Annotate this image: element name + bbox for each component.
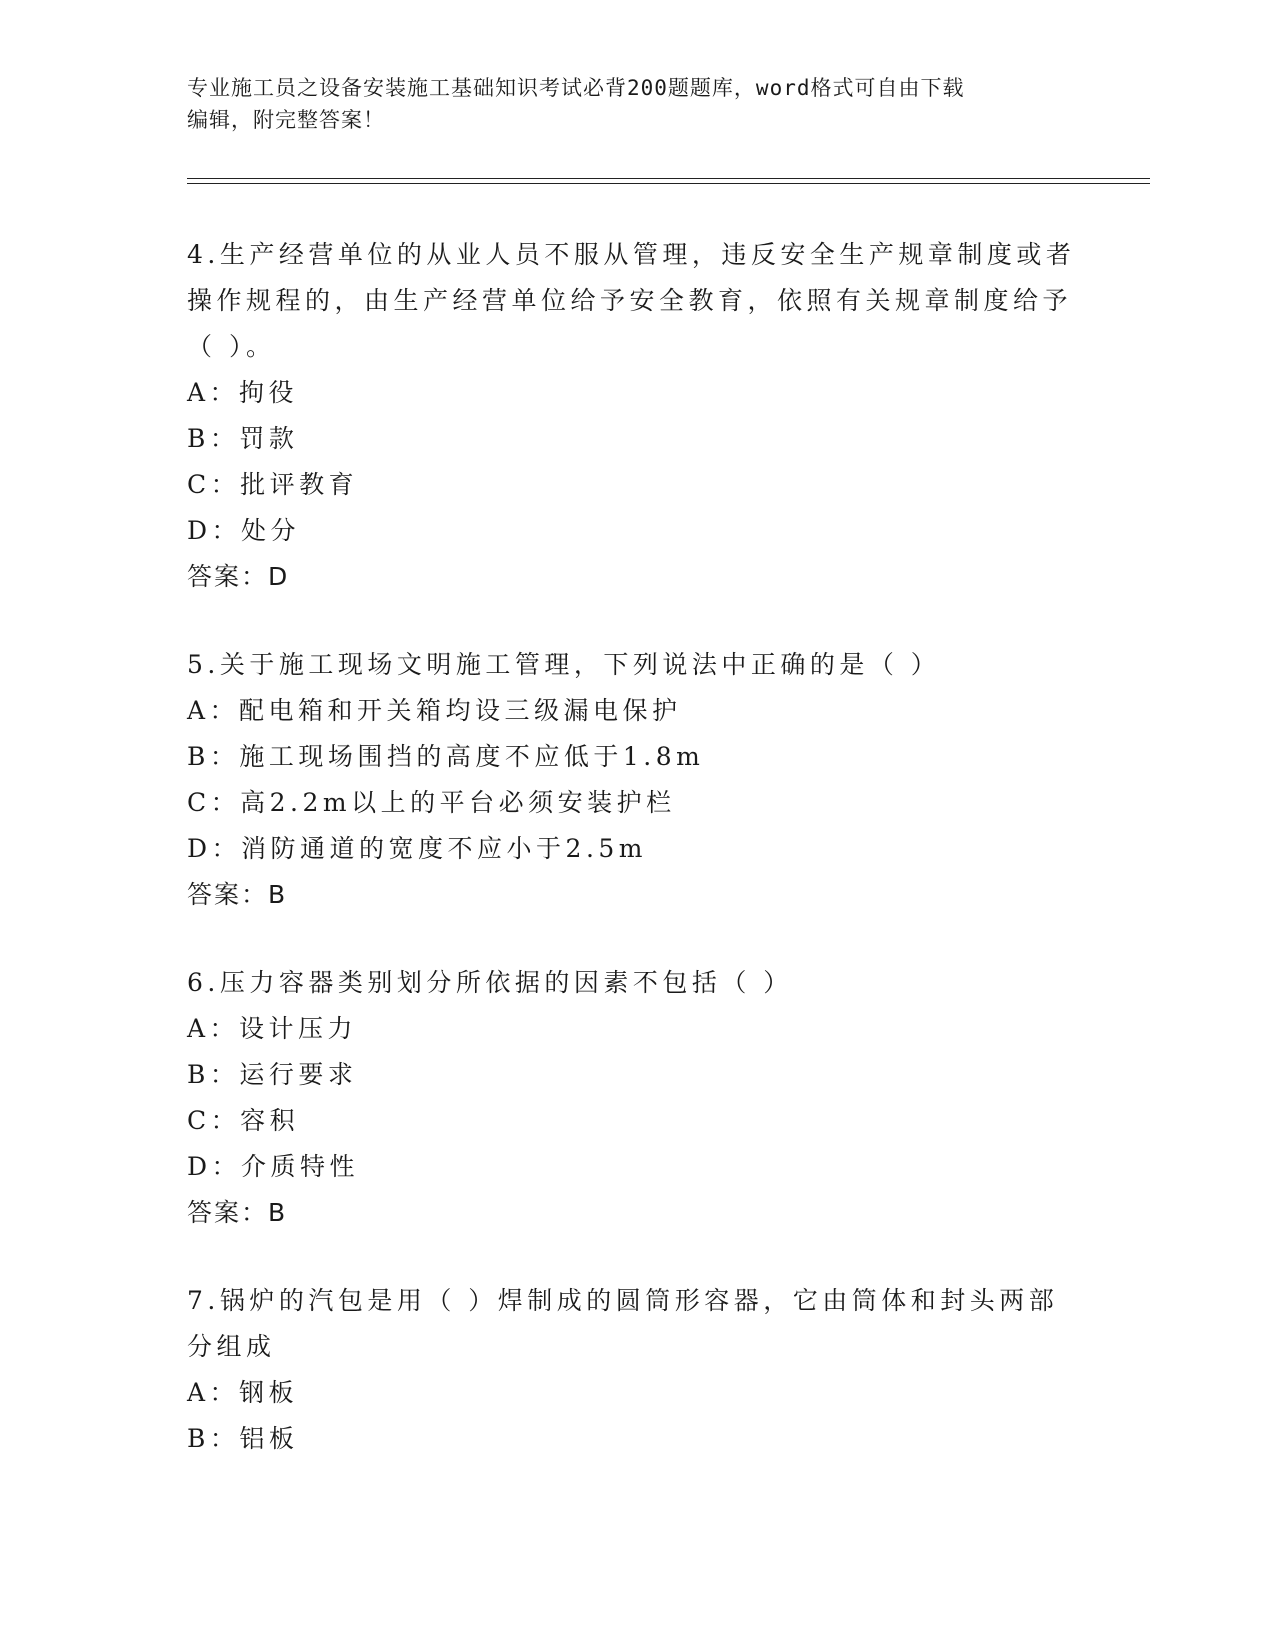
question-text: 4.生产经营单位的从业人员不服从管理，违反安全生产规章制度或者操作规程的，由生产经营单位给予安全教育，依照有关规章制度给予（ ）。	[187, 240, 1076, 361]
option-a: A：配电箱和开关箱均设三级漏电保护	[187, 696, 682, 725]
header-line-1: 专业施工员之设备安装施工基础知识考试必背200题题库，word格式可自由下载	[187, 76, 965, 100]
question-7	[187, 1278, 1087, 1462]
option-b: B：施工现场围挡的高度不应低于1.8m	[187, 742, 705, 771]
option-b: B：运行要求	[187, 1060, 358, 1089]
option-c: C：高2.2m以上的平台必须安装护栏	[187, 788, 676, 817]
document-header	[187, 72, 1087, 136]
option-d: D：介质特性	[187, 1152, 360, 1181]
question-text: 7.锅炉的汽包是用（ ）焊制成的圆筒形容器，它由筒体和封头两部分组成	[187, 1286, 1059, 1361]
option-c: C：容积	[187, 1106, 300, 1135]
header-divider	[187, 178, 1150, 184]
option-a: A：设计压力	[187, 1014, 358, 1043]
option-c: C：批评教育	[187, 470, 359, 499]
question-6	[187, 960, 1087, 1236]
option-d: D：消防通道的宽度不应小于2.5m	[187, 834, 648, 863]
option-b: B：铝板	[187, 1424, 299, 1453]
option-d: D：处分	[187, 516, 301, 545]
answer: 答案：B	[187, 880, 288, 909]
question-text: 5.关于施工现场文明施工管理，下列说法中正确的是（ ）	[187, 650, 941, 679]
question-text: 6.压力容器类别划分所依据的因素不包括（ ）	[187, 968, 793, 997]
question-4	[187, 232, 1087, 600]
answer: 答案：D	[187, 562, 290, 591]
option-b: B：罚款	[187, 424, 299, 453]
answer: 答案：B	[187, 1198, 288, 1227]
question-list	[187, 232, 1087, 1504]
question-5	[187, 642, 1087, 918]
option-a: A：钢板	[187, 1378, 299, 1407]
header-line-2: 编辑，附完整答案！	[187, 108, 385, 132]
option-a: A：拘役	[187, 378, 299, 407]
